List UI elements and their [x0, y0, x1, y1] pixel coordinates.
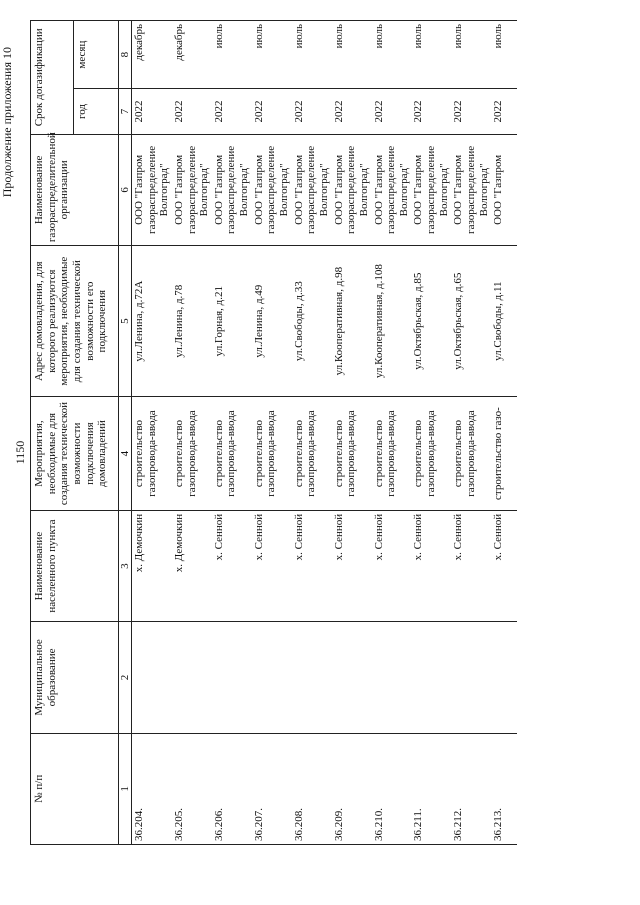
row-org: ООО "Газпром газораспределение Волгоград": [132, 134, 172, 245]
row-municipality: [292, 622, 332, 733]
row-month: июль: [372, 21, 412, 89]
row-number: 36.210.: [372, 733, 412, 844]
row-address: ул.Октябрьская, д.85: [411, 246, 451, 397]
table-row: [372, 21, 412, 845]
table-row: [212, 21, 252, 845]
row-number: 36.212.: [451, 733, 491, 844]
row-month: июль: [212, 21, 252, 89]
row-number: 36.208.: [292, 733, 332, 844]
row-org: ООО "Газпром газораспределение Волгоград": [172, 134, 212, 245]
row-measure: строительство газопровода-ввода: [451, 397, 491, 511]
row-org: ООО "Газпром газораспределение Волгоград": [332, 134, 372, 245]
row-settlement: х. Сенной: [451, 510, 491, 621]
row-org: ООО "Газпром газораспределение Волгоград": [372, 134, 412, 245]
row-settlement: х. Сенной: [372, 510, 412, 621]
row-number: 36.207.: [252, 733, 292, 844]
row-address: ул.Ленина, д.78: [172, 246, 212, 397]
table-row: [411, 21, 451, 845]
column-number: 2: [119, 622, 132, 733]
row-org: ООО "Газпром газораспределение Волгоград": [252, 134, 292, 245]
row-municipality: [252, 622, 292, 733]
row-municipality: [212, 622, 252, 733]
row-settlement: х. Демочкин: [132, 510, 172, 621]
row-measure: строительство газопровода-ввода: [372, 397, 412, 511]
row-municipality: [491, 622, 517, 733]
row-year: 2022: [451, 89, 491, 134]
row-org: ООО "Газпром газораспределение Волгоград": [411, 134, 451, 245]
row-settlement: х. Сенной: [252, 510, 292, 621]
row-address: ул.Кооперативная, д.98: [332, 246, 372, 397]
row-settlement: х. Сенной: [411, 510, 451, 621]
table-row: [132, 21, 172, 845]
header-row: [31, 21, 74, 845]
header-num: № п/п: [31, 733, 119, 844]
row-settlement: х. Сенной: [491, 510, 517, 621]
row-address: ул.Ленина, д.72А: [132, 246, 172, 397]
row-number: 36.206.: [212, 733, 252, 844]
header-address: Адрес домовладения, для которого реализуются мероприятия, необходимые для создания технической возможности его подключения: [31, 246, 119, 397]
header-term: Срок догазификации: [31, 21, 74, 135]
header-month: месяц: [74, 21, 119, 89]
table-row: [292, 21, 332, 845]
table-row: [172, 21, 212, 845]
row-settlement: х. Демочкин: [172, 510, 212, 621]
row-number: 36.204.: [132, 733, 172, 844]
row-settlement: х. Сенной: [292, 510, 332, 621]
row-measure: строительство газопровода-ввода: [292, 397, 332, 511]
row-year: 2022: [332, 89, 372, 134]
row-measure: строительство газопровода-ввода: [252, 397, 292, 511]
row-measure: строительство газо-: [491, 397, 517, 511]
row-month: июль: [491, 21, 517, 89]
row-address: ул.Горная, д.21: [212, 246, 252, 397]
row-measure: строительство газопровода-ввода: [172, 397, 212, 511]
row-address: ул.Свободы, д.33: [292, 246, 332, 397]
row-address: ул.Октябрьская, д.65: [451, 246, 491, 397]
row-month: июль: [332, 21, 372, 89]
row-year: 2022: [372, 89, 412, 134]
column-number: 7: [119, 89, 132, 134]
column-number-row: [119, 21, 132, 845]
row-measure: строительство газопровода-ввода: [332, 397, 372, 511]
header-year: год: [74, 89, 119, 134]
row-number: 36.209.: [332, 733, 372, 844]
header-org: Наименование газораспределительной организации: [31, 134, 119, 245]
column-number: 3: [119, 510, 132, 621]
row-year: 2022: [252, 89, 292, 134]
row-municipality: [451, 622, 491, 733]
row-org: ООО "Газпром газораспределение Волгоград": [451, 134, 491, 245]
row-municipality: [172, 622, 212, 733]
table-row: [252, 21, 292, 845]
row-month: декабрь: [132, 21, 172, 89]
table-row: [491, 21, 517, 845]
row-municipality: [372, 622, 412, 733]
row-municipality: [411, 622, 451, 733]
page-number: 1150: [13, 440, 27, 465]
row-month: июль: [252, 21, 292, 89]
gasification-table: [30, 20, 517, 845]
table-row: [451, 21, 491, 845]
column-number: 1: [119, 733, 132, 844]
column-number: 8: [119, 21, 132, 89]
row-year: 2022: [292, 89, 332, 134]
column-number: 6: [119, 134, 132, 245]
header-measures: Мероприятия, необходимые для создания технической возможности подключения домовладений: [31, 397, 119, 511]
row-measure: строительство газопровода-ввода: [212, 397, 252, 511]
row-measure: строительство газопровода-ввода: [411, 397, 451, 511]
row-month: июль: [292, 21, 332, 89]
row-address: ул.Свободы, д.11: [491, 246, 517, 397]
row-settlement: х. Сенной: [212, 510, 252, 621]
row-number: 36.211.: [411, 733, 451, 844]
row-org: ООО "Газпром: [491, 134, 517, 245]
row-settlement: х. Сенной: [332, 510, 372, 621]
row-month: июль: [451, 21, 491, 89]
row-municipality: [332, 622, 372, 733]
row-measure: строительство газопровода-ввода: [132, 397, 172, 511]
row-month: декабрь: [172, 21, 212, 89]
row-number: 36.213.: [491, 733, 517, 844]
row-year: 2022: [212, 89, 252, 134]
row-year: 2022: [491, 89, 517, 134]
continuation-label: Продолжение приложения 10: [0, 47, 14, 198]
row-year: 2022: [411, 89, 451, 134]
row-org: ООО "Газпром газораспределение Волгоград": [292, 134, 332, 245]
header-settlement: Наименование населенного пункта: [31, 510, 119, 621]
row-address: ул.Кооперативная, д.108: [372, 246, 412, 397]
column-number: 5: [119, 246, 132, 397]
row-municipality: [132, 622, 172, 733]
row-org: ООО "Газпром газораспределение Волгоград": [212, 134, 252, 245]
table-row: [332, 21, 372, 845]
row-year: 2022: [172, 89, 212, 134]
row-year: 2022: [132, 89, 172, 134]
column-number: 4: [119, 397, 132, 511]
row-number: 36.205.: [172, 733, 212, 844]
header-municipality: Муниципальное образование: [31, 622, 119, 733]
row-month: июль: [411, 21, 451, 89]
row-address: ул.Ленина, д.49: [252, 246, 292, 397]
